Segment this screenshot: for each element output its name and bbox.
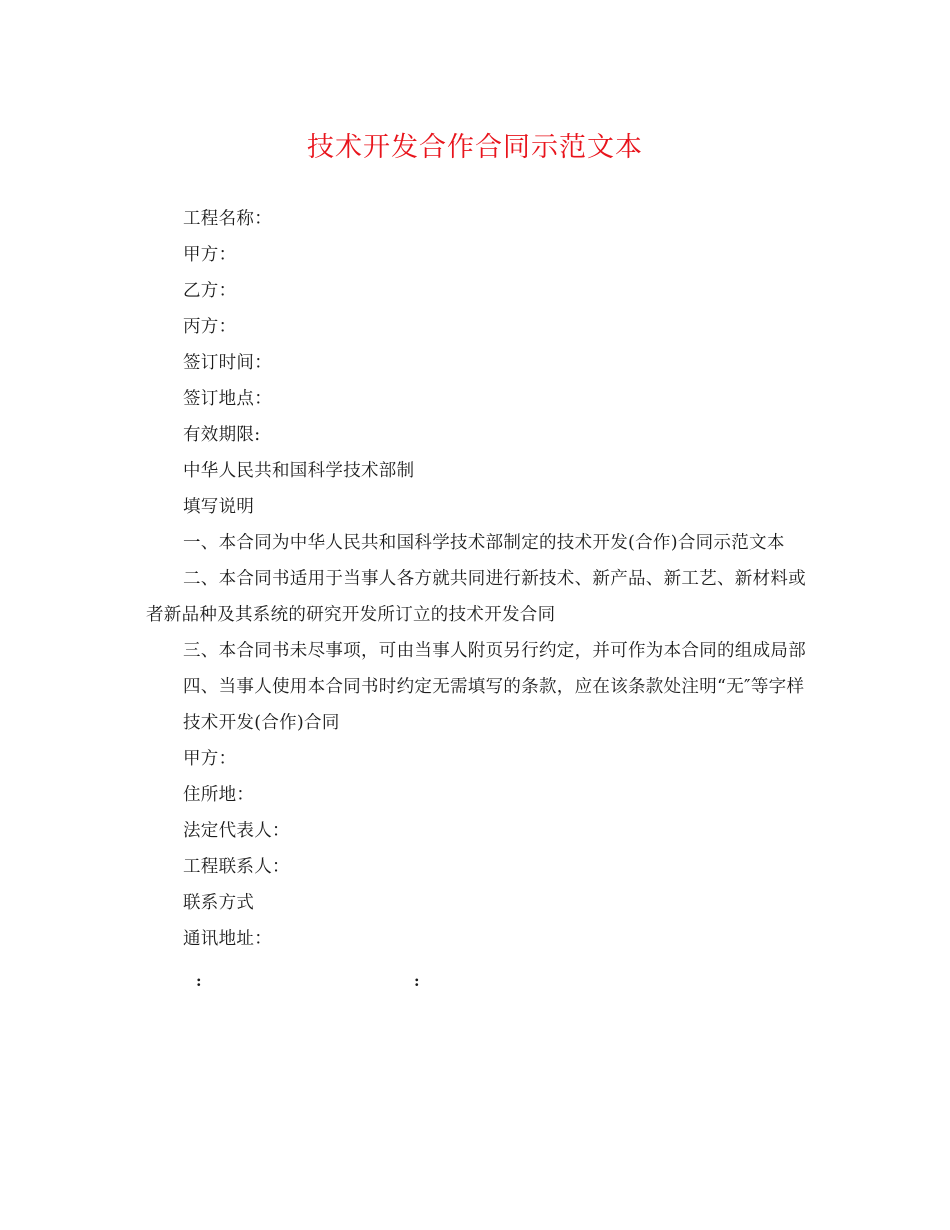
colon-left: : bbox=[196, 972, 202, 990]
instruction-3: 三、本合同书未尽事项，可由当事人附页另行约定，并可作为本合同的组成局部 bbox=[183, 641, 806, 661]
field-contact-method: 联系方式 bbox=[183, 893, 255, 913]
colon-right: : bbox=[414, 972, 420, 990]
colon-row bbox=[146, 957, 806, 993]
field-mailing-address: 通讯地址： bbox=[183, 929, 272, 949]
field-sign-time: 签订时间： bbox=[183, 353, 272, 373]
field-validity-period: 有效期限: bbox=[183, 425, 261, 445]
instructions-heading: 填写说明 bbox=[183, 497, 255, 517]
field-party-c: 丙方： bbox=[183, 317, 237, 337]
contract-heading: 技术开发(合作)合同 bbox=[183, 713, 340, 733]
instruction-1: 一、本合同为中华人民共和国科学技术部制定的技术开发(合作)合同示范文本 bbox=[183, 533, 785, 553]
field-party-a-2: 甲方： bbox=[183, 749, 237, 769]
instruction-4: 四、当事人使用本合同书时约定无需填写的条款，应在该条款处注明“无″等字样 bbox=[183, 677, 805, 697]
field-project-name: 工程名称： bbox=[183, 209, 272, 229]
document-body bbox=[146, 201, 806, 993]
field-party-b: 乙方： bbox=[183, 281, 237, 301]
field-legal-representative: 法定代表人： bbox=[183, 821, 290, 841]
issuer-line: 中华人民共和国科学技术部制 bbox=[183, 461, 415, 481]
field-project-contact: 工程联系人： bbox=[183, 857, 290, 877]
field-party-a: 甲方： bbox=[183, 245, 237, 265]
field-sign-place: 签订地点： bbox=[183, 389, 272, 409]
instruction-2: 二、本合同书适用于当事人各方就共同进行新技术、新产品、新工艺、新材料或者新品种及其系统的研究开发所订立的技术开发合同 bbox=[146, 569, 806, 625]
field-domicile: 住所地： bbox=[183, 785, 255, 805]
document-title: 技术开发合作合同示范文本 bbox=[307, 132, 643, 163]
